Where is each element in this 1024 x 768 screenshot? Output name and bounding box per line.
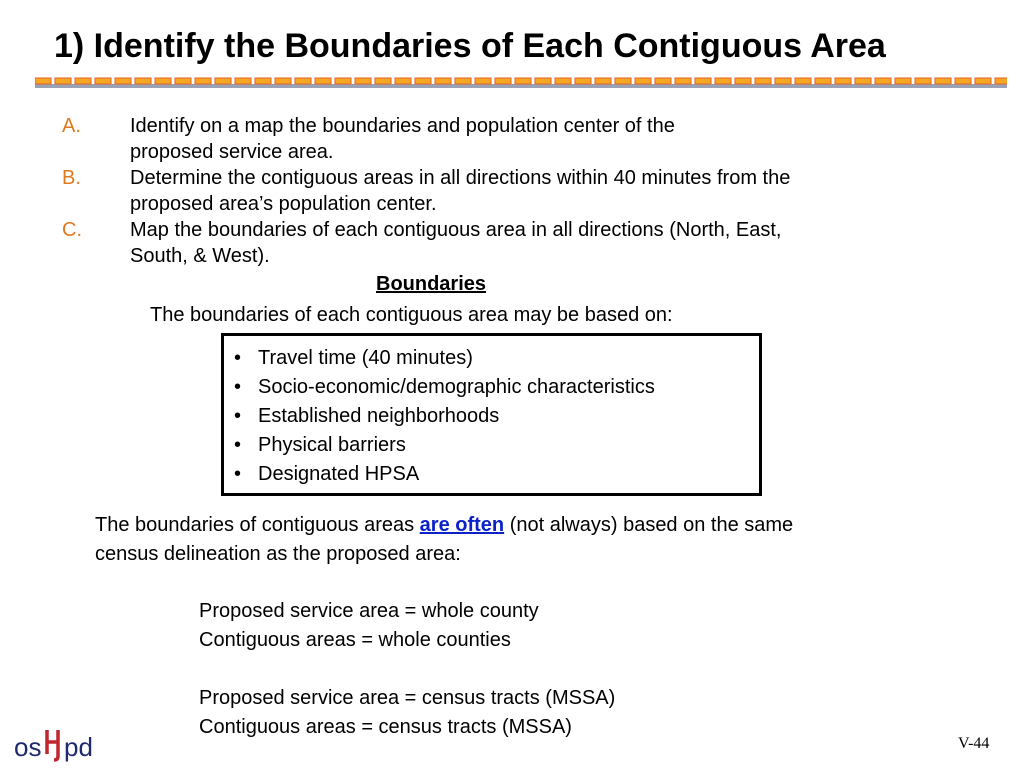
divider-dash bbox=[955, 78, 971, 84]
divider-dash bbox=[175, 78, 191, 84]
divider-dash bbox=[995, 78, 1007, 84]
divider-dash bbox=[855, 78, 871, 84]
step-a-line-2: proposed service area. bbox=[130, 141, 334, 163]
divider-dash bbox=[435, 78, 451, 84]
divider-dash bbox=[555, 78, 571, 84]
divider-dash bbox=[835, 78, 851, 84]
logo-h-mark bbox=[47, 730, 58, 760]
divider-dash bbox=[535, 78, 551, 84]
bullet-icon: • bbox=[234, 347, 242, 369]
criteria-item bbox=[234, 402, 759, 431]
step-c-text bbox=[130, 217, 781, 269]
criteria-item bbox=[234, 431, 759, 460]
divider-dash bbox=[215, 78, 231, 84]
divider-dash bbox=[975, 78, 991, 84]
boundaries-heading: Boundaries bbox=[376, 273, 487, 295]
divider-dash bbox=[615, 78, 631, 84]
example-county-contiguous: Contiguous areas = whole counties bbox=[199, 629, 511, 651]
divider-dash bbox=[455, 78, 471, 84]
census-note-line-2: census delineation as the proposed area: bbox=[95, 543, 461, 565]
step-a-line-1: Identify on a map the boundaries and population center of the bbox=[130, 115, 675, 137]
divider-dash bbox=[515, 78, 531, 84]
divider-dash bbox=[195, 78, 211, 84]
dashed-divider bbox=[35, 77, 1007, 88]
logo-pd: pd bbox=[64, 732, 93, 762]
divider-dash bbox=[875, 78, 891, 84]
bullet-icon: • bbox=[234, 463, 242, 485]
divider-dash bbox=[155, 78, 171, 84]
divider-dash bbox=[735, 78, 751, 84]
divider-dash bbox=[755, 78, 771, 84]
divider-dash bbox=[75, 78, 91, 84]
criteria-box bbox=[221, 333, 762, 496]
boundaries-intro: The boundaries of each contiguous area may be based on: bbox=[150, 304, 673, 326]
step-b-text bbox=[130, 165, 790, 217]
step-b-letter: B. bbox=[62, 167, 81, 189]
divider-dash bbox=[115, 78, 131, 84]
example-tract-contiguous: Contiguous areas = census tracts (MSSA) bbox=[199, 716, 572, 738]
bullet-icon: • bbox=[234, 405, 242, 427]
divider-dash bbox=[255, 78, 271, 84]
example-county-service: Proposed service area = whole county bbox=[199, 600, 539, 622]
criteria-item-label: Established neighborhoods bbox=[258, 405, 500, 427]
divider-dash bbox=[355, 78, 371, 84]
divider-dash bbox=[575, 78, 591, 84]
step-c-line-2: South, & West). bbox=[130, 245, 270, 267]
criteria-item-label: Designated HPSA bbox=[258, 463, 420, 485]
criteria-list bbox=[224, 336, 759, 489]
divider-dash bbox=[775, 78, 791, 84]
step-b-line-1: Determine the contiguous areas in all directions within 40 minutes from the bbox=[130, 167, 791, 189]
page-number: V-44 bbox=[958, 735, 990, 752]
census-note-line-1 bbox=[95, 511, 793, 540]
census-note-before: The boundaries of contiguous areas bbox=[95, 514, 420, 536]
divider-dash bbox=[375, 78, 391, 84]
divider-dash bbox=[295, 78, 311, 84]
census-note-after: (not always) based on the same bbox=[504, 514, 794, 536]
census-note bbox=[95, 511, 793, 569]
divider-dash bbox=[415, 78, 431, 84]
divider-dash bbox=[55, 78, 71, 84]
bullet-icon: • bbox=[234, 376, 242, 398]
divider-dash bbox=[135, 78, 151, 84]
divider-dash bbox=[715, 78, 731, 84]
divider-dash bbox=[935, 78, 951, 84]
step-a-text bbox=[130, 113, 675, 165]
step-a-letter: A. bbox=[62, 115, 81, 137]
step-c-letter: C. bbox=[62, 219, 82, 241]
divider-dash bbox=[915, 78, 931, 84]
divider-dash bbox=[335, 78, 351, 84]
slide-title: 1) Identify the Boundaries of Each Contiguous Area bbox=[54, 27, 886, 65]
criteria-item bbox=[234, 373, 759, 402]
divider-dash bbox=[95, 78, 111, 84]
logo-os: os bbox=[14, 732, 42, 762]
bullet-icon: • bbox=[234, 434, 242, 456]
criteria-item bbox=[234, 344, 759, 373]
criteria-item-label: Physical barriers bbox=[258, 434, 406, 456]
divider-dash bbox=[395, 78, 411, 84]
criteria-item-label: Socio-economic/demographic characteristics bbox=[258, 376, 655, 398]
divider-dash bbox=[275, 78, 291, 84]
divider-dash bbox=[35, 78, 51, 84]
step-c-line-1: Map the boundaries of each contiguous area in all directions (North, East, bbox=[130, 219, 782, 241]
divider-dash bbox=[315, 78, 331, 84]
divider-dash bbox=[595, 78, 611, 84]
divider-dash bbox=[635, 78, 651, 84]
divider-dash bbox=[815, 78, 831, 84]
divider-dash bbox=[895, 78, 911, 84]
criteria-item bbox=[234, 460, 759, 489]
divider-dash bbox=[675, 78, 691, 84]
divider-dash bbox=[475, 78, 491, 84]
criteria-item-label: Travel time (40 minutes) bbox=[258, 347, 473, 369]
oshpd-logo-icon bbox=[14, 720, 114, 762]
are-often-link[interactable]: are often bbox=[419, 514, 505, 536]
divider-dash bbox=[655, 78, 671, 84]
example-tract-service: Proposed service area = census tracts (MSSA) bbox=[199, 687, 616, 709]
divider-dash bbox=[235, 78, 251, 84]
divider-shadow bbox=[35, 84, 1007, 88]
divider-dash bbox=[695, 78, 711, 84]
divider-dash bbox=[795, 78, 811, 84]
divider-dash bbox=[495, 78, 511, 84]
step-b-line-2: proposed area’s population center. bbox=[130, 193, 437, 215]
